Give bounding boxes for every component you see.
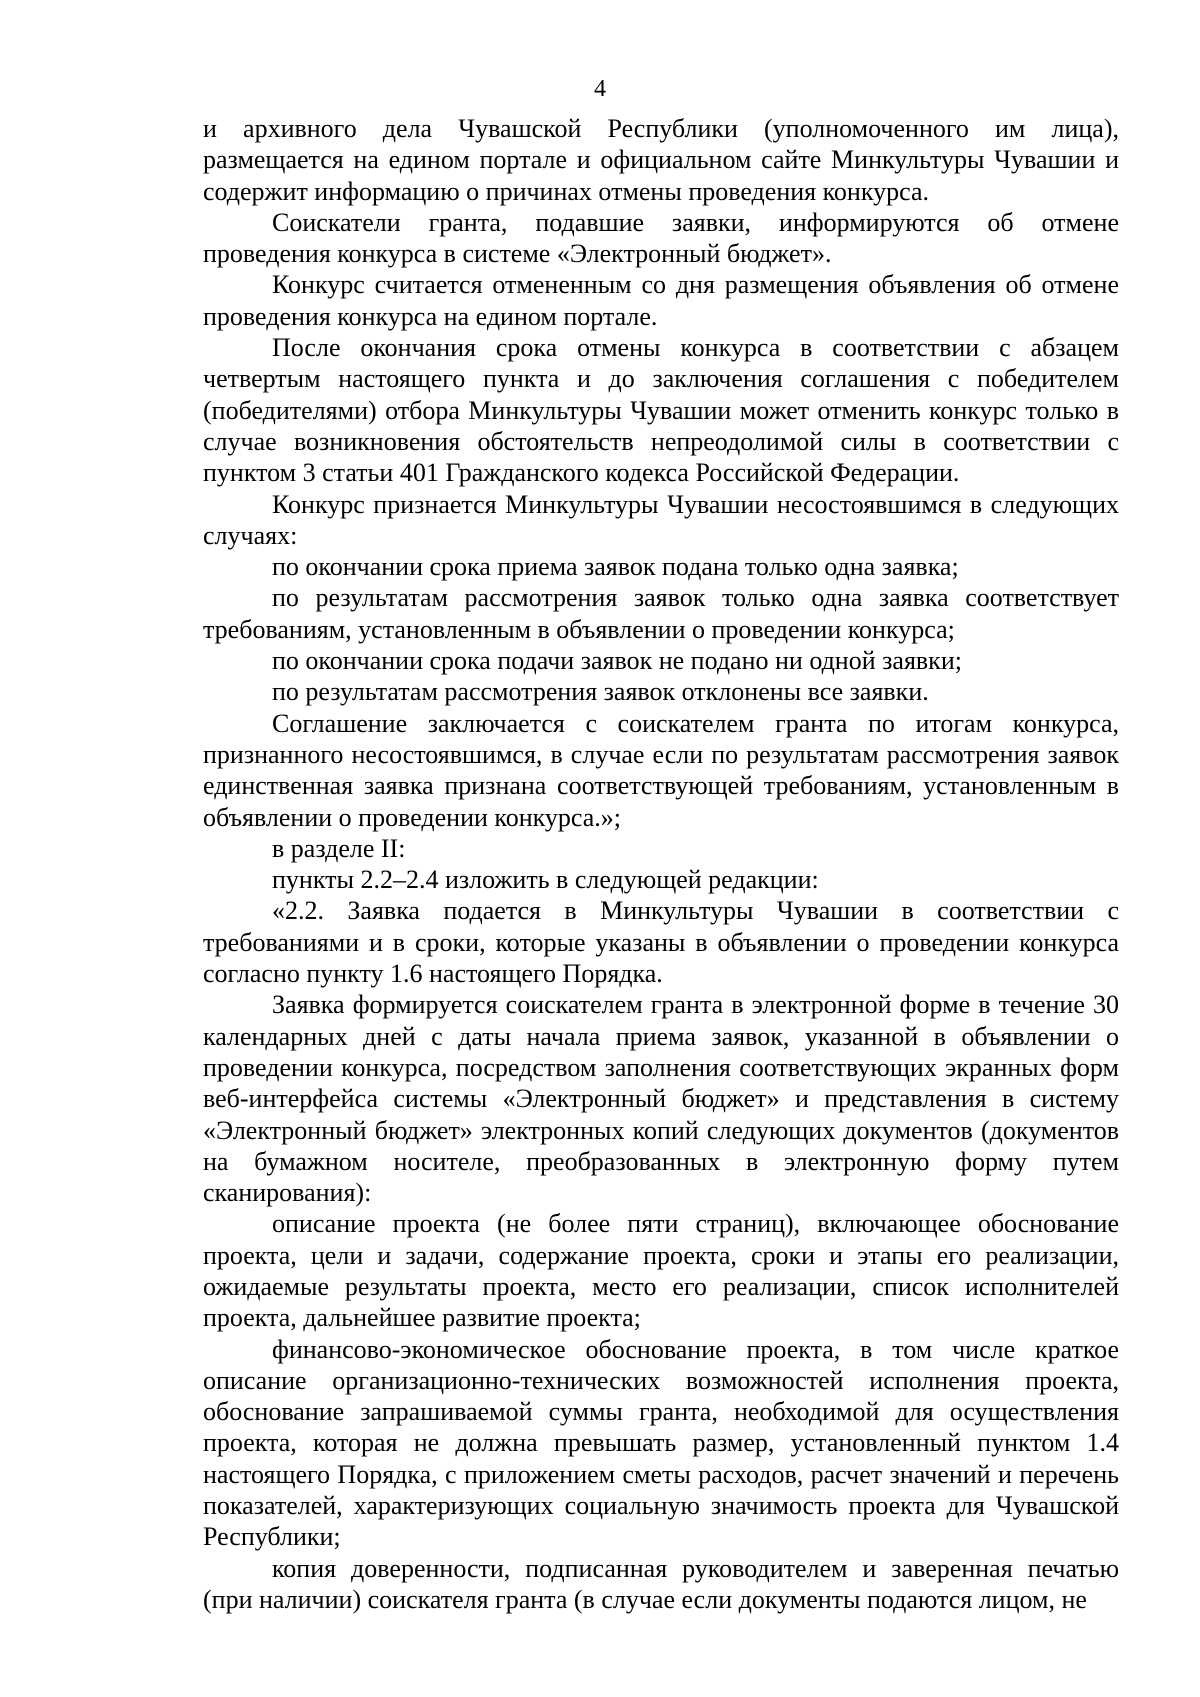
paragraph: пункты 2.2–2.4 изложить в следующей редакции: [272, 865, 819, 895]
paragraph: После окончания срока отмены конкурса в соответствии с абзацем четвертым настоящего пункта и до заключения соглашения с победителем (победителями) отбора Минкультуры Чувашии может отменить конкурс только в случае возникновения обстоятельств непреодолимой силы в соответствии с пунктом 3 статьи 401 Гражданского кодекса Российской Федерации. [203, 333, 1119, 488]
paragraph: и архивного дела Чувашской Республики (уполномоченного им лица), размещается на едином портале и официальном сайте Минкультуры Чувашии и содержит информацию о причинах отмены проведения конкурса. [203, 114, 1119, 206]
paragraph: по окончании срока подачи заявок не подано ни одной заявки; [272, 646, 962, 676]
page-number: 4 [594, 76, 606, 102]
paragraph: Заявка формируется соискателем гранта в электронной форме в течение 30 календарных дней с даты начала приема заявок, указанной в объявлении о проведении конкурса, посредством заполнения соответствующих экранных форм веб-интерфейса системы «Электронный бюджет» и представления в систему «Электронный бюджет» электронных копий следующих документов (документов на бумажном носителе, преобразованных в электронную форму путем сканирования): [203, 990, 1119, 1208]
paragraph: Конкурс признается Минкультуры Чувашии несостоявшимся в следующих случаях: [203, 489, 1119, 550]
paragraph: Соглашение заключается с соискателем гранта по итогам конкурса, признанного несостоявшимся, в случае если по результатам рассмотрения заявок единственная заявка признана соответствующей требованиям, установленным в объявлении о проведении конкурса.»; [203, 708, 1119, 832]
paragraph: Соискатели гранта, подавшие заявки, информируются об отмене проведения конкурса в системе «Электронный бюджет». [203, 207, 1119, 269]
paragraph: копия доверенности, подписанная руководителем и заверенная печатью (при наличии) соискателя гранта (в случае если документы подаются лицом, не [203, 1553, 1119, 1614]
paragraph: по результатам рассмотрения заявок только одна заявка соответствует требованиям, установленным в объявлении о проведении конкурса; [203, 583, 1119, 644]
paragraph: в разделе II: [272, 833, 406, 863]
document-body [203, 113, 1119, 1615]
paragraph: по окончании срока приема заявок подана только одна заявка; [272, 552, 959, 582]
paragraph: финансово-экономическое обоснование проекта, в том числе краткое описание организационно-технических возможностей исполнения проекта, обоснование запрашиваемой суммы гранта, необходимой для осуществления проекта, которая не должна превышать размер, установленный пунктом 1.4 настоящего Порядка, с приложением сметы расходов, расчет значений и перечень показателей, характеризующих социальную значимость проекта для Чувашской Республики; [203, 1334, 1119, 1552]
paragraph: Конкурс считается отмененным со дня размещения объявления об отмене проведения конкурса на едином портале. [203, 270, 1119, 331]
paragraph: по результатам рассмотрения заявок отклонены все заявки. [272, 677, 929, 707]
paragraph: «2.2. Заявка подается в Минкультуры Чувашии в соответствии с требованиями и в сроки, которые указаны в объявлении о проведении конкурса согласно пункту 1.6 настоящего Порядка. [203, 896, 1119, 989]
paragraph: описание проекта (не более пяти страниц), включающее обоснование проекта, цели и задачи, содержание проекта, сроки и этапы его реализации, ожидаемые результаты проекта, место его реализации, список исполнителей проекта, дальнейшее развитие проекта; [203, 1209, 1119, 1333]
